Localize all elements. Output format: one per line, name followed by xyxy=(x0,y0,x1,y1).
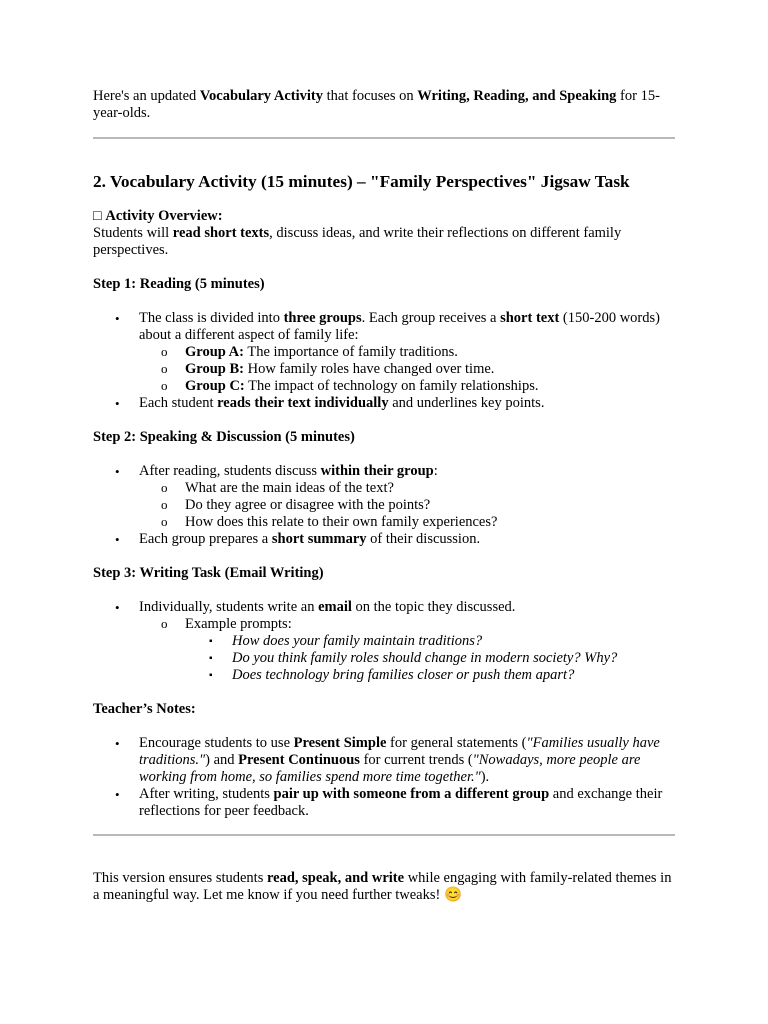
list-item: o Example prompts: xyxy=(93,616,675,633)
step2-title: Step 2: Speaking & Discussion (5 minutes) xyxy=(93,429,355,445)
list-item: • After reading, students discuss within their group: xyxy=(93,463,675,480)
list-item: o Do they agree or disagree with the points? xyxy=(93,497,675,514)
step3-title: Step 3: Writing Task (Email Writing) xyxy=(93,565,324,581)
list-item: o What are the main ideas of the text? xyxy=(93,480,675,497)
list-item: • Individually, students write an email on the topic they discussed. xyxy=(93,599,675,616)
list-item: o How does this relate to their own family experiences? xyxy=(93,514,675,531)
overview-paragraph: □ Activity Overview: Students will read short texts, discuss ideas, and write their reflections on different family perspectives. xyxy=(93,208,622,258)
intro-paragraph: Here's an updated Vocabulary Activity that focuses on Writing, Reading, and Speaking for 15-year-olds. xyxy=(93,88,660,121)
list-item: • After writing, students pair up with someone from a different group and exchange their reflections for peer feedback. xyxy=(93,786,675,820)
list-item: o Group A: The importance of family traditions. xyxy=(93,344,675,361)
step3-list xyxy=(93,599,675,684)
section-heading: 2. Vocabulary Activity (15 minutes) – "Family Perspectives" Jigsaw Task xyxy=(93,172,630,191)
list-item: • Each student reads their text individually and underlines key points. xyxy=(93,395,675,412)
step2-list xyxy=(93,463,675,548)
list-item: o Group B: How family roles have changed over time. xyxy=(93,361,675,378)
list-item: • Encourage students to use Present Simple for general statements ("Families usually have traditions.") and Present Continuous for current trends ("Nowadays, more people are working from home, so families spend more time together."). xyxy=(93,735,675,786)
list-item: o Group C: The impact of technology on family relationships. xyxy=(93,378,675,395)
step1-list xyxy=(93,310,675,412)
divider xyxy=(93,137,675,139)
list-item: • The class is divided into three groups. Each group receives a short text (150-200 words) about a different aspect of family life: xyxy=(93,310,675,344)
teacher-notes-title: Teacher’s Notes: xyxy=(93,701,196,717)
closing-paragraph: This version ensures students read, speak, and write while engaging with family-related themes in a meaningful way. Let me know if you need further tweaks! 😊 xyxy=(93,870,672,903)
list-item: ▪ Does technology bring families closer or push them apart? xyxy=(93,667,675,684)
list-item: ▪ How does your family maintain traditions? xyxy=(93,633,675,650)
smile-emoji-icon: 😊 xyxy=(443,887,463,903)
overview-title: Activity Overview: xyxy=(105,208,223,224)
divider xyxy=(93,834,675,836)
step1-title: Step 1: Reading (5 minutes) xyxy=(93,276,265,292)
overview-box-icon: □ xyxy=(93,208,102,224)
teacher-notes-list xyxy=(93,735,675,820)
list-item: ▪ Do you think family roles should change in modern society? Why? xyxy=(93,650,675,667)
list-item: • Each group prepares a short summary of their discussion. xyxy=(93,531,675,548)
